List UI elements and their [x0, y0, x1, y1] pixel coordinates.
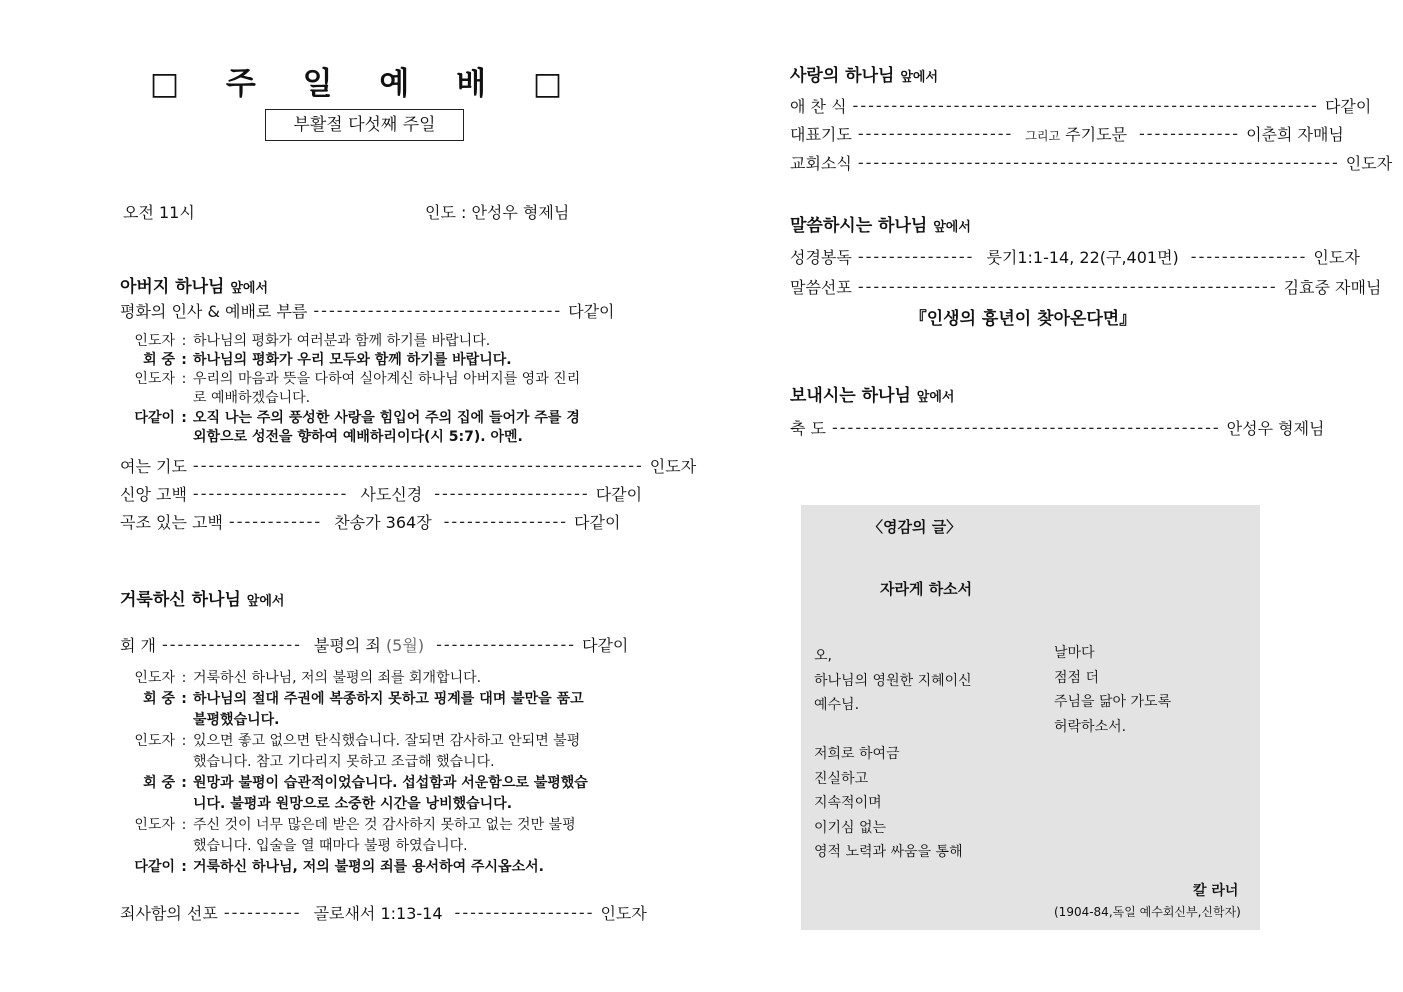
order-item-detail [314, 633, 424, 656]
litany-colon: : [181, 333, 187, 349]
order-item-responsible: 인도자 [600, 903, 647, 923]
order-item-detail-text: 불평의 죄 [313, 635, 381, 655]
section-heading-sending [790, 381, 954, 406]
litany-line [120, 857, 588, 878]
order-row-creed [120, 481, 643, 505]
litany-line [120, 409, 588, 447]
poem-line: 진실하고 [814, 770, 869, 787]
leader-dashes: ------------------ [454, 902, 595, 922]
order-item-label: 교회소식 [790, 153, 852, 173]
poem-line: 저희로 하여금 [814, 746, 900, 762]
litany-text: 원망과 불평이 습관적이었습니다. 섭섭함과 서운함으로 불평했습니다. 불평과 원망으로 소중한 시간을 낭비했습니다. [193, 775, 588, 812]
leader-dashes: ------------------------------------------------------ [857, 276, 1278, 296]
order-item-label: 대표기도 [790, 124, 852, 144]
poem-column-2 [1054, 641, 1171, 739]
litany-speaker: 인도자 [134, 333, 175, 349]
order-row-repentance [120, 632, 629, 656]
order-item-responsible: 다같이 [595, 484, 643, 504]
order-item-label: 축 도 [790, 418, 826, 438]
order-item-responsible: 인도자 [1313, 247, 1360, 267]
litany-colon: : [181, 371, 187, 387]
leader-dashes: -------------------------------------------------------------- [857, 152, 1340, 172]
leader-dashes: ---------------- [443, 511, 569, 531]
order-row-greeting [120, 298, 615, 322]
litany-speaker: 다같이 [134, 859, 175, 875]
leader-dashes: ------------------ [162, 634, 302, 654]
order-row-sermon [790, 274, 1382, 298]
leader-dashes: ------------------ [436, 634, 576, 654]
leader-dashes: -------------------- [434, 483, 590, 503]
litany-line [120, 689, 588, 731]
litany-text: 거룩하신 하나님, 저의 불평의 죄를 회개합니다. [193, 670, 482, 686]
section-heading-small: 앞에서 [246, 594, 285, 609]
section-heading-text: 거룩하신 하나님 [120, 590, 241, 610]
poem-line: 이기심 없는 [814, 819, 887, 836]
section-heading-text: 사랑의 하나님 [790, 66, 895, 86]
order-row-scripture [790, 244, 1360, 268]
poem-line: 날마다 [1054, 645, 1095, 661]
litany-line [120, 370, 588, 408]
litany-text: 주신 것이 너무 많은데 받은 것 감사하지 못하고 없는 것만 불평했습니다. 입술을 열 때마다 불평 하였습니다. [193, 817, 576, 854]
leader-dashes: --------------- [857, 246, 975, 266]
litany-text: 하나님의 평화가 우리 모두와 함께 하기를 바랍니다. [193, 352, 512, 368]
section-heading-love [790, 61, 938, 86]
litany-speaker: 인도자 [134, 371, 175, 387]
order-item-responsible: 인도자 [649, 456, 697, 476]
order-item-detail: 사도신경 [360, 484, 423, 504]
litany-speaker: 다같이 [134, 410, 175, 426]
section-heading-small: 앞에서 [900, 70, 939, 85]
section-heading-holy [120, 585, 284, 610]
leader-dashes: -------------------- [857, 123, 1014, 143]
order-item-label: 말씀선포 [790, 277, 852, 297]
litany-colon: : [181, 775, 187, 791]
litany-colon: : [181, 352, 187, 368]
section-heading-word [790, 211, 971, 236]
section-heading-text: 아버지 하나님 [120, 277, 225, 297]
leader-dashes: -------------------- [192, 483, 349, 503]
order-item-detail: 찬송가 364장 [334, 512, 432, 532]
service-leader: 인도 : 안성우 형제님 [425, 203, 570, 222]
order-item-label: 애 찬 식 [790, 96, 847, 116]
page-title: □ 주 일 예 배 □ [149, 66, 581, 102]
poem-line: 지속적이며 [814, 795, 882, 811]
litany-colon: : [181, 733, 187, 749]
service-time: 오전 11시 [123, 203, 195, 222]
section-heading-father [120, 272, 268, 297]
subtitle-box: 부활절 다섯째 주일 [265, 109, 464, 141]
order-row-fellowship [790, 93, 1372, 117]
sermon-title: 『인생의 흉년이 찾아온다면』 [909, 309, 1137, 329]
order-item-label: 성경봉독 [790, 247, 852, 267]
leader-dashes: -------------------------------- [313, 300, 563, 320]
litany-block-1 [120, 332, 588, 447]
section-heading-text: 말씀하시는 하나님 [790, 216, 928, 236]
order-item-responsible: 다같이 [1324, 96, 1372, 116]
order-item-responsible: 안성우 형제님 [1226, 418, 1325, 438]
poem-author: 칼 라너 [1193, 883, 1239, 899]
poem-column-1 [814, 644, 972, 865]
order-item-responsible: 다같이 [574, 512, 621, 532]
leader-dashes: -------------------------------------------------- [832, 417, 1221, 437]
litany-colon: : [181, 817, 187, 833]
leader-dashes: ---------------------------------------------------------- [192, 455, 644, 475]
leader-dashes: ---------- [223, 902, 302, 922]
litany-speaker: 인도자 [134, 670, 175, 686]
litany-block-2 [120, 668, 588, 878]
poem-line: 허락하소서. [1054, 718, 1127, 735]
poem-line: 주님을 닮아 가도록 [1054, 694, 1172, 710]
order-item-label: 회 개 [120, 635, 156, 655]
litany-speaker: 인도자 [134, 817, 175, 833]
section-heading-text: 보내시는 하나님 [790, 386, 911, 406]
litany-colon: : [181, 670, 187, 686]
poem-line: 오, [814, 648, 832, 664]
leader-dashes: ------------------------------------------------------------ [852, 95, 1319, 115]
litany-speaker: 인도자 [134, 733, 175, 749]
order-item-detail: 룻기1:1-14, 22(구,401면) [986, 247, 1179, 267]
leader-dashes: --------------- [1190, 246, 1308, 266]
litany-line [120, 332, 588, 351]
order-item-conjunction: 그리고 [1025, 128, 1061, 143]
litany-speaker: 회 중 [143, 352, 175, 368]
order-item-responsible: 다같이 [568, 301, 615, 321]
poem-line: 예수님. [814, 697, 860, 713]
order-item-responsible: 인도자 [1345, 153, 1393, 173]
order-item-month: (5월) [385, 635, 425, 655]
litany-colon: : [181, 410, 187, 426]
litany-colon: : [181, 859, 187, 875]
litany-text: 있으면 좋고 없으면 탄식했습니다. 잘되면 감사하고 안되면 불평했습니다. 참고 기다리지 못하고 조급해 했습니다. [193, 733, 581, 770]
order-item-detail-text: 주기도문 [1065, 124, 1127, 144]
order-row-representative-prayer [790, 121, 1344, 145]
order-item-label: 신앙 고백 [120, 484, 187, 504]
litany-line [120, 773, 588, 815]
section-heading-small: 앞에서 [230, 281, 269, 296]
litany-text: 하나님의 절대 주권에 복종하지 못하고 핑계를 대며 불만을 품고 불평했습니다. [193, 691, 584, 728]
order-item-responsible: 이춘희 자매님 [1246, 124, 1344, 144]
order-row-hymn [120, 509, 621, 533]
order-item-responsible: 김효중 자매님 [1283, 277, 1382, 297]
litany-speaker: 회 중 [143, 691, 175, 707]
inspiration-heading: 〈영감의 글〉 [868, 518, 962, 536]
order-row-absolution [120, 900, 647, 924]
section-heading-small: 앞에서 [933, 220, 971, 235]
litany-speaker: 회 중 [143, 775, 175, 791]
litany-line [120, 668, 588, 689]
poem-line: 하나님의 영원한 지혜이신 [814, 672, 972, 689]
order-row-announcements [790, 150, 1393, 174]
order-item-responsible: 다같이 [581, 635, 629, 655]
order-item-label: 죄사함의 선포 [120, 903, 218, 923]
order-row-opening-prayer [120, 453, 697, 477]
poem-line: 점점 더 [1054, 669, 1100, 686]
poem-author-note: (1904-84,독일 예수회신부,신학자) [1054, 905, 1241, 919]
poem-line: 영적 노력과 싸움을 통해 [814, 844, 963, 860]
section-heading-small: 앞에서 [916, 390, 955, 405]
poem-stanza-gap [814, 718, 972, 743]
poem-title: 자라게 하소서 [880, 580, 973, 598]
order-item-detail: 골로새서 1:13-14 [313, 903, 443, 923]
order-item-label: 평화의 인사 & 예배로 부름 [120, 301, 308, 321]
litany-text: 우리의 마음과 뜻을 다하여 실아계신 하나님 아버지를 영과 진리로 예배하겠습니다. [193, 371, 581, 406]
order-row-benediction [790, 415, 1325, 439]
leader-dashes: ------------- [1139, 123, 1241, 143]
leader-dashes: ------------ [228, 511, 323, 531]
litany-colon: : [181, 691, 187, 707]
order-item-detail [1025, 122, 1127, 145]
litany-line [120, 351, 588, 370]
litany-text: 하나님의 평화가 여러분과 함께 하기를 바랍니다. [193, 333, 491, 349]
order-item-label: 곡조 있는 고백 [120, 512, 223, 532]
litany-text: 오직 나는 주의 풍성한 사랑을 힘입어 주의 집에 들어가 주를 경외함으로 성전을 향하여 예배하리이다(시 5:7). 아멘. [193, 410, 580, 445]
litany-line [120, 731, 588, 773]
litany-text: 거룩하신 하나님, 저의 불평의 죄를 용서하여 주시옵소서. [193, 859, 544, 875]
litany-line [120, 815, 588, 857]
order-item-label: 여는 기도 [120, 456, 187, 476]
